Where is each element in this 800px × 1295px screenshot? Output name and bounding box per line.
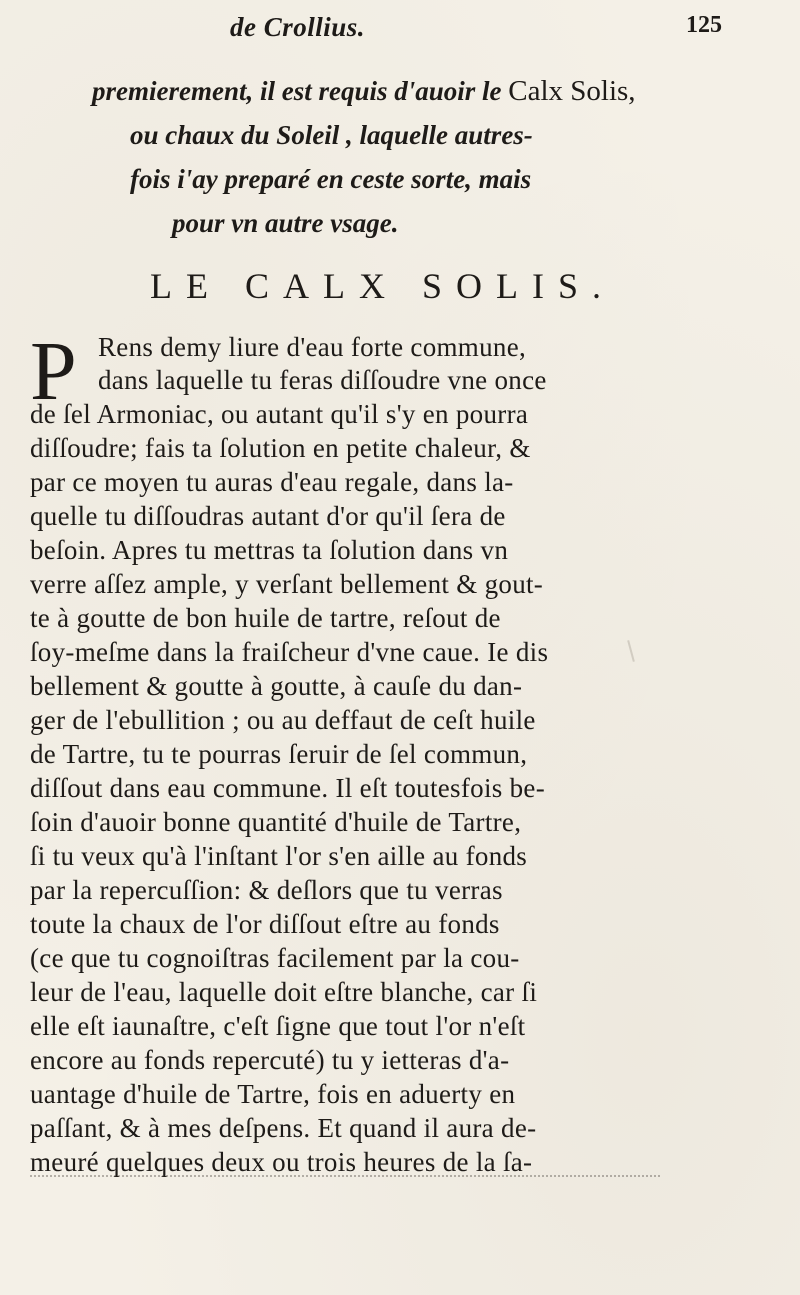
body-line: ſi tu veux qu'à l'inſtant l'or s'en aille au fonds (30, 841, 528, 871)
body-line: (ce que tu cognoiſtras facilement par la cou- (30, 943, 520, 973)
intro-line-roman: Calx Solis, (508, 75, 636, 107)
running-title: de Crollius. (230, 12, 366, 42)
body-line: toute la chaux de l'or diſſout eſtre au fonds (30, 909, 500, 939)
body-line: diſſoudre; fais ta ſolution en petite chaleur, & (30, 433, 531, 463)
intro-line (130, 116, 533, 154)
body-line: par ce moyen tu auras d'eau regale, dans la- (30, 467, 514, 497)
drop-cap: P (30, 325, 77, 418)
body-line: uantage d'huile de Tartre, fois en aduerty en (30, 1079, 516, 1109)
body-line: dans laquelle tu feras diſſoudre vne once (98, 365, 547, 395)
running-head (0, 12, 800, 52)
body-line: meuré quelques deux ou trois heures de la ſa- (30, 1147, 533, 1177)
body-line: ger de l'ebullition ; ou au deffaut de ceſt huile (30, 705, 536, 735)
body-line: encore au fonds repercuté) tu y ietteras d'a- (30, 1045, 510, 1075)
intro-line (92, 72, 636, 110)
body-line: beſoin. Apres tu mettras ta ſolution dans vn (30, 535, 509, 565)
intro-line-italic: pour vn autre vsage. (172, 208, 399, 238)
body-line: de Tartre, tu te pourras ſeruir de ſel commun, (30, 739, 528, 769)
body-line: ſoin d'auoir bonne quantité d'huile de Tartre, (30, 807, 522, 837)
paper-mark (627, 640, 635, 662)
intro-line-italic: fois i'ay preparé en ceste sorte, mais (130, 164, 532, 194)
body-line: leur de l'eau, laquelle doit eſtre blanche, car ſi (30, 977, 538, 1007)
intro-line-italic: ou chaux du Soleil , laquelle autres- (130, 120, 533, 150)
body-line: quelle tu diſſoudras autant d'or qu'il ſera de (30, 501, 506, 531)
section-heading: LE CALX SOLIS. (150, 266, 615, 306)
body-line: elle eſt iaunaſtre, c'eſt ſigne que tout l'or n'eſt (30, 1011, 526, 1041)
intro-line (130, 160, 531, 198)
intro-line (172, 204, 399, 242)
body-line: de ſel Armoniac, ou autant qu'il s'y en pourra (30, 399, 529, 429)
intro-line-italic: premierement, il est requis d'auoir le (92, 76, 509, 106)
body-line: Rens demy liure d'eau forte commune, (98, 332, 527, 362)
body-line: ſoy-meſme dans la fraiſcheur d'vne caue. Ie dis (30, 637, 549, 667)
body-line: paſſant, & à mes deſpens. Et quand il aura de- (30, 1113, 537, 1143)
body-line: par la repercuſſion: & deſlors que tu verras (30, 875, 503, 905)
body-line: te à goutte de bon huile de tartre, reſout de (30, 603, 501, 633)
page-bottom-smudge (30, 1175, 660, 1185)
page-number: 125 (686, 12, 722, 38)
body-line: verre aſſez ample, y verſant bellement & gout- (30, 569, 544, 599)
body-line: diſſout dans eau commune. Il eſt toutesfois be- (30, 773, 545, 803)
body-line: bellement & goutte à goutte, à cauſe du dan- (30, 671, 523, 701)
